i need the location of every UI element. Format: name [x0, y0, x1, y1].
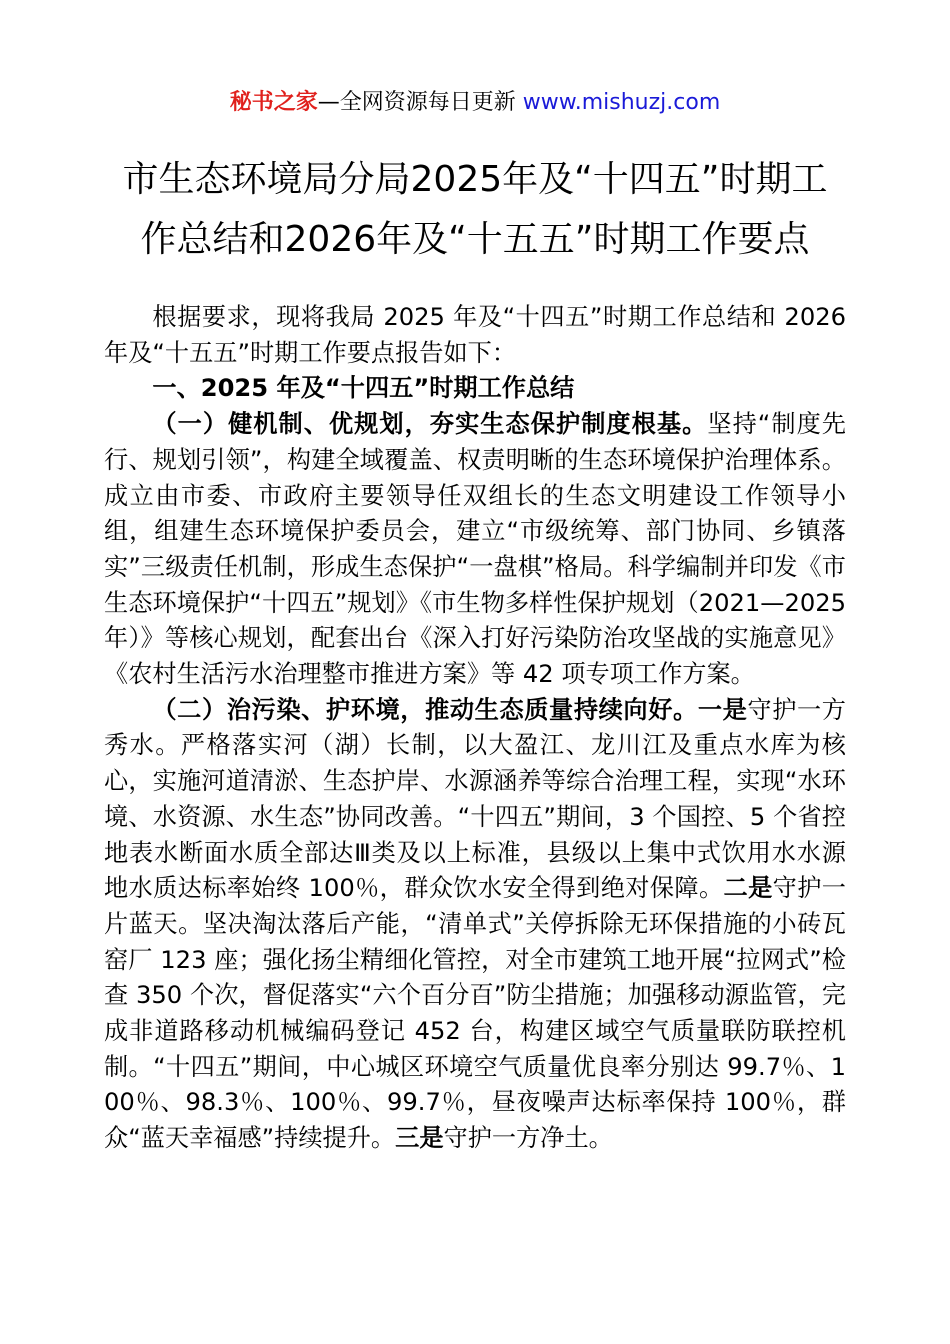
intro-paragraph: 根据要求，现将我局 2025 年及“十四五”时期工作总结和 2026 年及“十五五”时期工作要点报告如下：: [104, 303, 846, 367]
item-2-point-2-label: 二是: [723, 874, 773, 903]
item-2-lead: （二）治污染、护环境，推动生态质量持续向好。: [152, 695, 698, 724]
title-line-2: 作总结和2026年及“十五五”时期工作要点: [140, 219, 810, 260]
document-body: [104, 300, 846, 1157]
item-2-point-1-body: 守护一方秀水。严格落实河（湖）长制，以大盈江、龙川江及重点水库为核心，实施河道清淤、生态护岸、水源涵养等综合治理工程，实现“水环境、水资源、水生态”协同改善。“十四五”期间，3 个国控、5 个省控地表水断面水质全部达Ⅲ类及以上标准，县级以上集中式饮用水水源地水质达标率始终 100％，群众饮水安全得到绝对保障。: [104, 695, 846, 903]
section-heading-1: 一、2025 年及“十四五”时期工作总结: [152, 374, 575, 403]
item-2-point-3-body: 守护一方净土。: [443, 1124, 613, 1153]
document-title: [60, 150, 890, 270]
title-line-1: 市生态环境局分局2025年及“十四五”时期工: [122, 159, 828, 200]
brand-name: 秘书之家: [229, 90, 318, 115]
site-header: [0, 88, 950, 118]
item-2-paragraph: [104, 693, 846, 1157]
item-2-point-1-label: 一是: [697, 695, 748, 724]
item-2-point-2-body: 守护一片蓝天。坚决淘汰落后产能，“清单式”关停拆除无环保措施的小砖瓦窑厂 123 座；强化扬尘精细化管控，对全市建筑工地开展“拉网式”检查 350 个次，督促落实“六个百分百”防尘措施；加强移动源监管，完成非道路移动机械编码登记 452 台，构建区域空气质量联防联控机制。“十四五”期间，中心城区环境空气质量优良率分别达 99.7％、100％、98.3％、100％、99.7％，昼夜噪声达标率保持 100％，群众“蓝天幸福感”持续提升。: [104, 874, 846, 1153]
item-2-point-3-label: 三是: [395, 1124, 444, 1153]
item-1-paragraph: [104, 407, 846, 693]
item-1-lead: （一）健机制、优规划，夯实生态保护制度根基。: [152, 410, 708, 439]
item-1-body: 坚持“制度先行、规划引领”，构建全域覆盖、权责明晰的生态环境保护治理体系。成立由市委、市政府主要领导任双组长的生态文明建设工作领导小组，组建生态环境保护委员会，建立“市级统筹、部门协同、乡镇落实”三级责任机制，形成生态保护“一盘棋”格局。科学编制并印发《市生态环境保护“十四五”规划》《市生物多样性保护规划（2021—2025 年）》等核心规划，配套出台《深入打好污染防治攻坚战的实施意见》《农村生活污水治理整市推进方案》等 42 项专项工作方案。: [104, 410, 846, 689]
header-tagline: —全网资源每日更新: [317, 90, 523, 115]
site-link[interactable]: www.mishuzj.com: [522, 90, 721, 115]
